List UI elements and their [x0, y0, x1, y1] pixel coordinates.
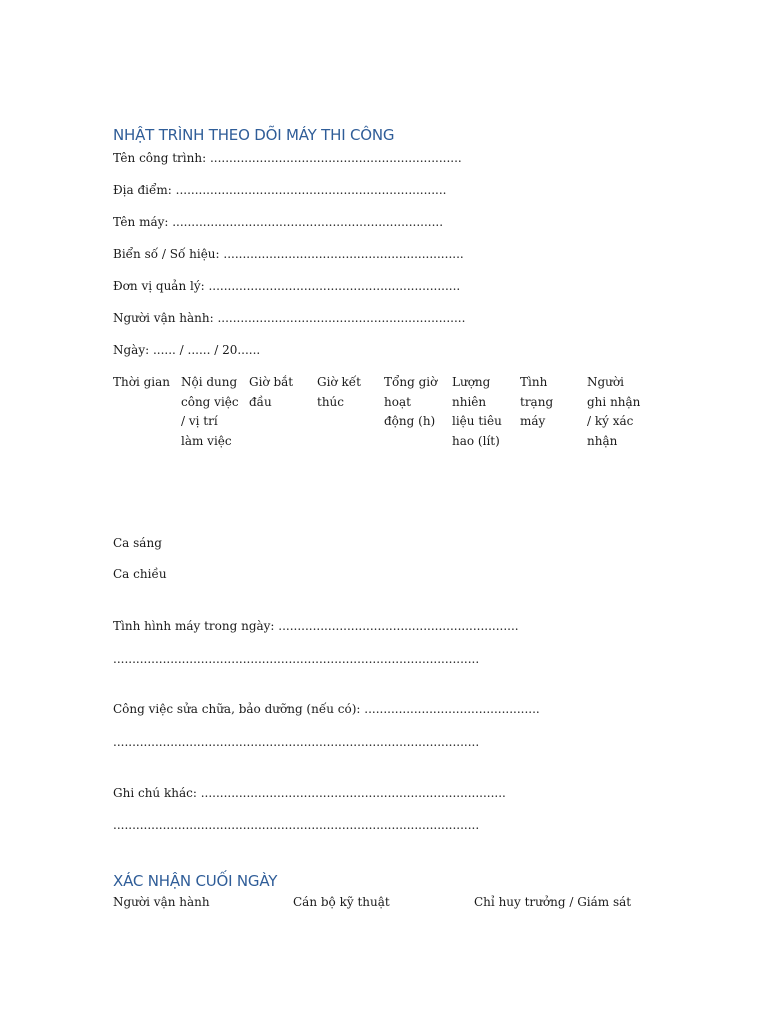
table-header-recorder: Người ghi nhận / ký xác nhận [587, 375, 641, 448]
table-row-afternoon-shift: Ca chiều [113, 567, 167, 581]
field-location: Địa điểm: ....................................................................... [113, 183, 447, 197]
table-header-total-hours: Tổng giờ hoạt động (h) [384, 375, 438, 428]
dotted-line: ................................................................................................ [113, 652, 480, 666]
note-repair: Công việc sửa chữa, bảo dưỡng (nếu có): .............................................. [113, 702, 540, 716]
note-other: Ghi chú khác: ................................................................................ [113, 786, 506, 800]
table-header-machine-condition: Tình trạng máy [520, 375, 554, 428]
table-header-end-time: Giờ kết thúc [317, 375, 361, 409]
field-project-name: Tên công trình: .................................................................. [113, 151, 462, 165]
field-machine-name: Tên máy: ....................................................................... [113, 215, 444, 229]
signer-supervisor: Chỉ huy trưởng / Giám sát [474, 895, 632, 909]
dotted-line: ................................................................................................ [113, 818, 480, 832]
confirmation-title: XÁC NHẬN CUỐI NGÀY [113, 872, 278, 890]
dotted-line: ................................................................................................ [113, 735, 480, 749]
table-header-start-time: Giờ bắt đầu [249, 375, 294, 409]
table-header-fuel: Lượng nhiên liệu tiêu hao (lít) [452, 375, 502, 448]
field-plate-number: Biển số / Số hiệu: ............................................................... [113, 247, 464, 261]
signer-operator: Người vận hành [113, 895, 210, 909]
table-header-time: Thời gian [113, 375, 171, 389]
signer-technician: Cán bộ kỹ thuật [293, 895, 390, 909]
field-date: Ngày: ...... / ...... / 20...... [113, 343, 261, 357]
table-header-work-content: Nội dung công việc / vị trí làm việc [181, 375, 239, 448]
field-operator: Người vận hành: ................................................................. [113, 311, 466, 325]
table-row-morning-shift: Ca sáng [113, 536, 162, 550]
document-title: NHẬT TRÌNH THEO DÕI MÁY THI CÔNG [113, 126, 395, 144]
field-managing-unit: Đơn vị quản lý: .................................................................. [113, 279, 461, 293]
note-machine-status: Tình hình máy trong ngày: ............................................................... [113, 619, 519, 633]
